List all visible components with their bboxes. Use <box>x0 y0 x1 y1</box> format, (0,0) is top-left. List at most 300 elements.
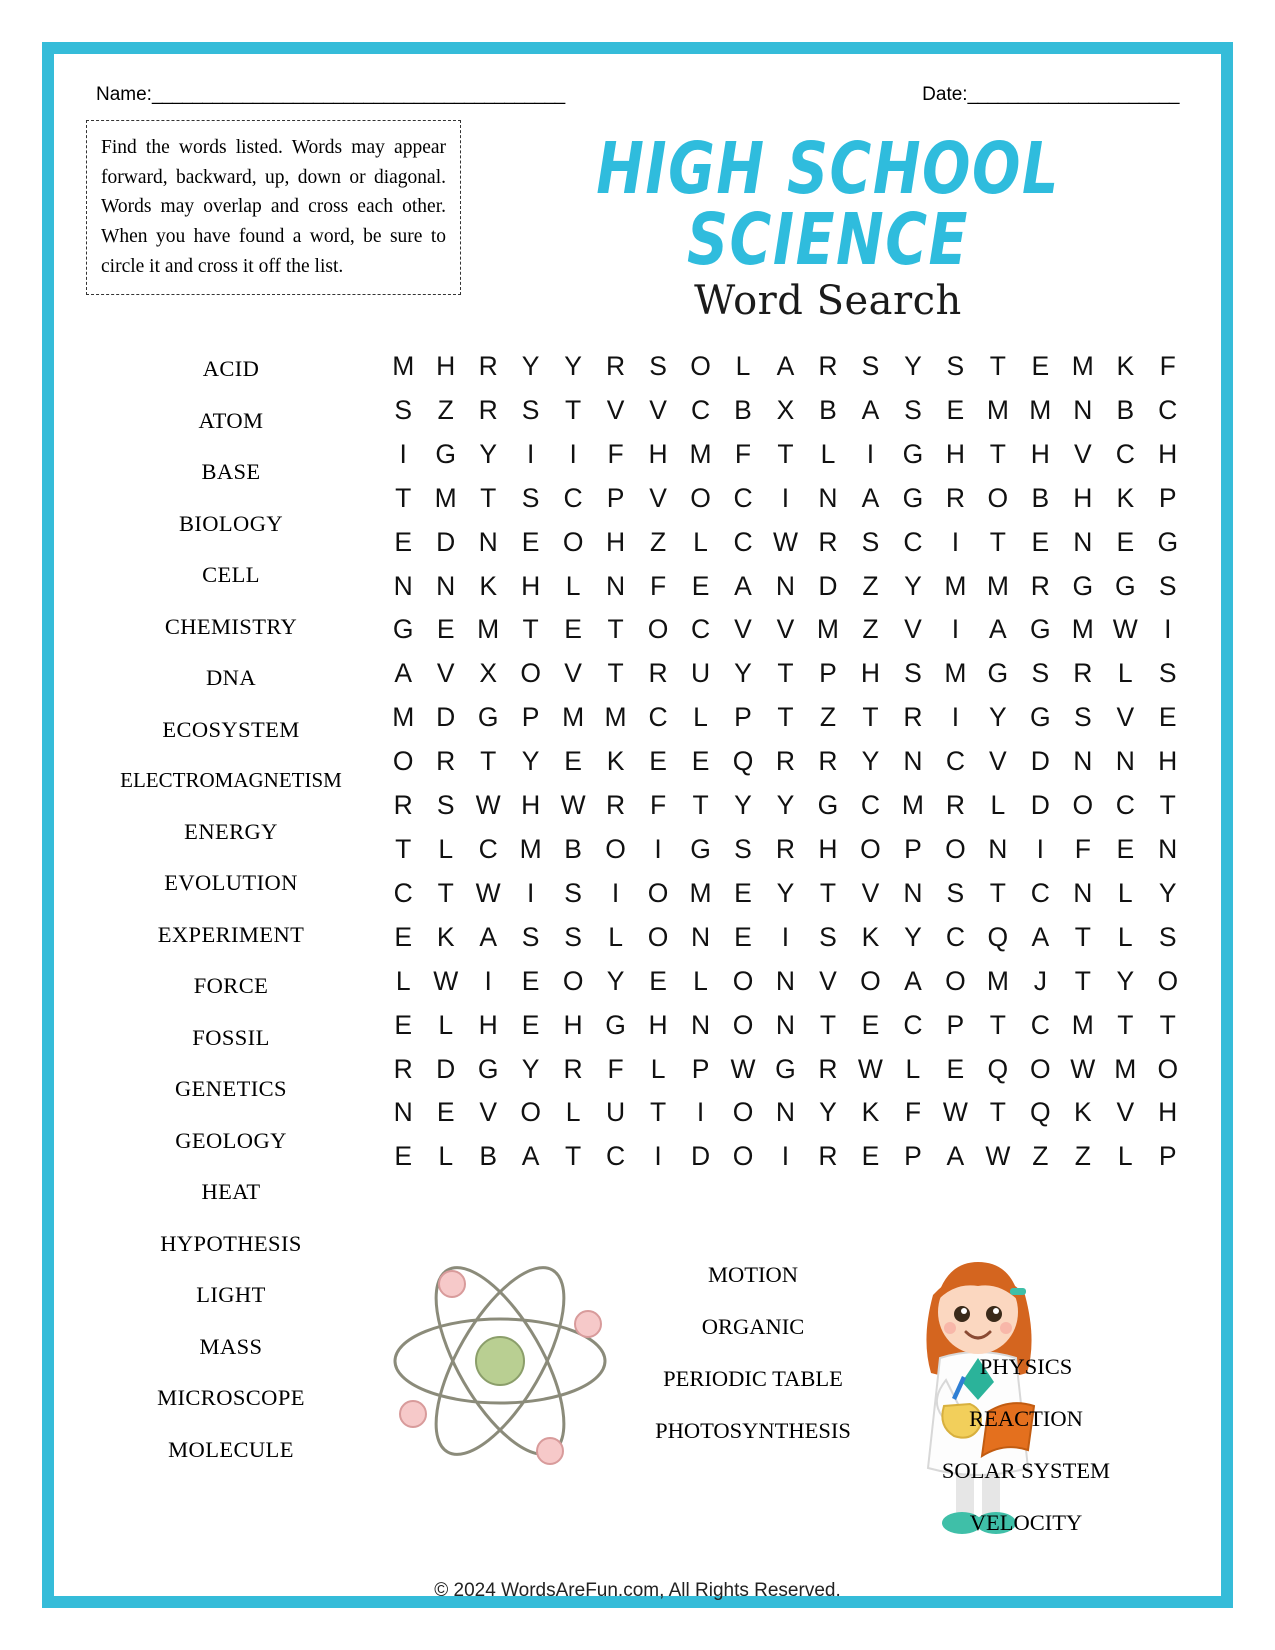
grid-cell[interactable]: O <box>1157 965 1179 996</box>
grid-cell[interactable]: V <box>436 658 455 689</box>
grid-cell[interactable]: I <box>526 438 535 469</box>
grid-cell[interactable]: N <box>903 877 923 908</box>
grid-cell[interactable]: H <box>478 1009 498 1040</box>
grid-cell[interactable]: P <box>606 482 625 513</box>
grid-cell[interactable]: N <box>690 921 711 952</box>
word-item-base[interactable]: BASE <box>201 459 261 484</box>
grid-cell[interactable]: I <box>696 1097 705 1128</box>
grid-cell[interactable]: A <box>904 965 922 996</box>
grid-cell[interactable]: M <box>816 614 839 645</box>
grid-cell[interactable]: M <box>944 658 967 689</box>
grid-cell[interactable]: R <box>945 790 965 821</box>
grid-cell[interactable]: E <box>521 1009 540 1040</box>
grid-cell[interactable]: R <box>945 482 965 513</box>
grid-cell[interactable]: Y <box>521 1053 540 1084</box>
grid-cell[interactable]: E <box>394 1009 413 1040</box>
word-item-velocity[interactable]: VELOCITY <box>969 1510 1083 1535</box>
grid-cell[interactable]: I <box>526 877 535 908</box>
word-item-biology[interactable]: BIOLOGY <box>178 510 284 536</box>
grid-cell[interactable]: E <box>861 1141 880 1172</box>
grid-cell[interactable]: H <box>818 833 838 864</box>
grid-cell[interactable]: F <box>649 790 667 821</box>
grid-cell[interactable]: O <box>987 482 1009 513</box>
grid-cell[interactable]: S <box>521 482 540 513</box>
grid-cell[interactable]: I <box>569 438 577 469</box>
grid-cell[interactable]: P <box>734 702 752 733</box>
grid-cell[interactable]: C <box>1115 438 1135 469</box>
grid-cell[interactable]: O <box>732 965 754 996</box>
grid-cell[interactable]: O <box>647 877 669 908</box>
grid-cell[interactable]: O <box>690 351 711 381</box>
grid-cell[interactable]: N <box>775 1009 796 1040</box>
grid-cell[interactable]: L <box>693 526 708 557</box>
word-item-evolution[interactable]: EVOLUTION <box>164 870 298 895</box>
grid-cell[interactable]: M <box>689 877 712 908</box>
grid-cell[interactable]: S <box>819 921 837 952</box>
grid-cell[interactable]: F <box>734 438 752 469</box>
grid-cell[interactable]: E <box>436 614 455 645</box>
grid-cell[interactable]: N <box>393 570 413 601</box>
grid-cell[interactable]: G <box>987 658 1009 689</box>
grid-cell[interactable]: Y <box>904 921 922 952</box>
grid-cell[interactable]: S <box>1031 658 1050 689</box>
grid-cell[interactable]: M <box>1029 394 1052 425</box>
grid-cell[interactable]: Y <box>734 790 752 821</box>
grid-cell[interactable]: B <box>564 833 582 864</box>
grid-cell[interactable]: P <box>946 1009 965 1040</box>
word-item-electromagnetism[interactable]: ELECTROMAGNETISM <box>120 768 342 792</box>
grid-cell[interactable]: T <box>437 877 454 908</box>
grid-cell[interactable]: G <box>477 702 499 733</box>
grid-cell[interactable]: T <box>1117 1009 1134 1040</box>
grid-cell[interactable]: V <box>819 965 837 996</box>
grid-cell[interactable]: E <box>1158 702 1177 733</box>
grid-cell[interactable]: O <box>732 1009 754 1040</box>
grid-cell[interactable]: E <box>1116 526 1135 557</box>
grid-cell[interactable]: D <box>818 570 838 601</box>
grid-cell[interactable]: H <box>1158 438 1178 469</box>
grid-cell[interactable]: I <box>781 482 790 513</box>
grid-cell[interactable]: H <box>648 1009 668 1040</box>
grid-cell[interactable]: D <box>1030 790 1050 821</box>
grid-cell[interactable]: H <box>648 438 668 469</box>
grid-cell[interactable]: E <box>394 1141 413 1172</box>
word-item-molecule[interactable]: MOLECULE <box>168 1436 294 1462</box>
grid-cell[interactable]: S <box>564 921 582 952</box>
grid-cell[interactable]: D <box>436 526 456 557</box>
grid-cell[interactable]: M <box>944 570 967 601</box>
grid-cell[interactable]: M <box>392 351 415 381</box>
grid-cell[interactable]: K <box>479 570 498 601</box>
grid-cell[interactable]: O <box>945 833 966 864</box>
grid-cell[interactable]: O <box>860 833 881 864</box>
grid-cell[interactable]: C <box>860 790 880 821</box>
grid-cell[interactable]: V <box>564 658 582 689</box>
grid-cell[interactable]: K <box>861 921 880 952</box>
grid-cell[interactable]: L <box>438 1141 454 1172</box>
grid-cell[interactable]: G <box>1072 570 1094 601</box>
grid-cell[interactable]: T <box>989 526 1006 557</box>
grid-cell[interactable]: L <box>990 790 1006 821</box>
grid-cell[interactable]: Q <box>987 921 1009 952</box>
grid-cell[interactable]: E <box>521 965 540 996</box>
grid-cell[interactable]: I <box>1036 833 1045 864</box>
grid-cell[interactable]: M <box>986 394 1009 425</box>
grid-cell[interactable]: T <box>1074 965 1091 996</box>
grid-cell[interactable]: T <box>692 790 709 821</box>
grid-cell[interactable]: I <box>951 526 960 557</box>
grid-cell[interactable]: B <box>819 394 837 425</box>
grid-cell[interactable]: M <box>1071 1009 1094 1040</box>
grid-cell[interactable]: F <box>1074 833 1091 864</box>
grid-cell[interactable]: G <box>477 1053 499 1084</box>
grid-cell[interactable]: Y <box>1158 877 1177 908</box>
grid-cell[interactable]: A <box>394 658 413 689</box>
grid-cell[interactable]: L <box>565 570 581 601</box>
grid-cell[interactable]: M <box>689 438 712 469</box>
grid-cell[interactable]: C <box>945 746 965 777</box>
grid-cell[interactable]: G <box>902 438 924 469</box>
grid-cell[interactable]: V <box>1073 438 1092 469</box>
grid-cell[interactable]: T <box>607 658 624 689</box>
grid-cell[interactable]: I <box>866 438 875 469</box>
grid-cell[interactable]: N <box>1073 526 1093 557</box>
grid-cell[interactable]: D <box>436 702 456 733</box>
grid-cell[interactable]: N <box>690 1009 711 1040</box>
grid-cell[interactable]: S <box>394 394 413 425</box>
grid-cell[interactable]: C <box>1030 1009 1050 1040</box>
grid-cell[interactable]: O <box>562 965 584 996</box>
grid-cell[interactable]: E <box>946 394 965 425</box>
grid-cell[interactable]: C <box>903 526 923 557</box>
grid-cell[interactable]: A <box>989 614 1007 645</box>
grid-cell[interactable]: O <box>860 965 881 996</box>
grid-cell[interactable]: W <box>857 1053 883 1084</box>
word-item-heat[interactable]: HEAT <box>201 1179 261 1204</box>
grid-cell[interactable]: S <box>861 351 880 381</box>
grid-cell[interactable]: M <box>392 702 415 733</box>
grid-cell[interactable]: N <box>903 746 923 777</box>
grid-cell[interactable]: T <box>777 658 794 689</box>
grid-cell[interactable]: E <box>691 746 710 777</box>
word-item-physics[interactable]: PHYSICS <box>979 1354 1073 1379</box>
grid-cell[interactable]: K <box>861 1097 880 1128</box>
grid-cell[interactable]: M <box>901 790 924 821</box>
grid-cell[interactable]: E <box>1116 833 1135 864</box>
grid-cell[interactable]: I <box>1164 614 1172 645</box>
grid-cell[interactable]: N <box>1073 746 1093 777</box>
grid-cell[interactable]: P <box>1158 482 1177 513</box>
grid-cell[interactable]: B <box>1116 394 1135 425</box>
grid-cell[interactable]: G <box>1114 570 1136 601</box>
grid-cell[interactable]: Q <box>732 746 754 777</box>
grid-cell[interactable]: V <box>649 394 667 425</box>
grid-cell[interactable]: O <box>1072 790 1094 821</box>
word-item-cell[interactable]: CELL <box>202 562 260 587</box>
grid-cell[interactable]: H <box>521 790 541 821</box>
grid-cell[interactable]: V <box>1116 1097 1135 1128</box>
grid-cell[interactable]: N <box>436 570 456 601</box>
grid-cell[interactable]: I <box>654 1141 662 1172</box>
grid-cell[interactable]: T <box>607 614 624 645</box>
grid-cell[interactable]: A <box>861 482 880 513</box>
grid-cell[interactable]: G <box>690 833 711 864</box>
grid-cell[interactable]: P <box>521 702 540 733</box>
grid-cell[interactable]: E <box>436 1097 455 1128</box>
grid-cell[interactable]: C <box>733 526 753 557</box>
word-search-grid[interactable] <box>382 350 1189 1174</box>
grid-cell[interactable]: S <box>946 351 965 381</box>
grid-cell[interactable]: O <box>647 614 669 645</box>
grid-cell[interactable]: W <box>1070 1053 1096 1084</box>
grid-cell[interactable]: T <box>777 702 794 733</box>
grid-cell[interactable]: N <box>775 570 796 601</box>
grid-cell[interactable]: S <box>861 526 880 557</box>
grid-cell[interactable]: K <box>1116 351 1135 381</box>
grid-cell[interactable]: G <box>1030 702 1051 733</box>
grid-cell[interactable]: I <box>484 965 492 996</box>
word-item-geology[interactable]: GEOLOGY <box>175 1127 287 1153</box>
grid-cell[interactable]: E <box>861 1009 880 1040</box>
grid-cell[interactable]: N <box>606 570 626 601</box>
grid-cell[interactable]: A <box>946 1141 965 1172</box>
grid-cell[interactable]: G <box>605 1009 626 1040</box>
grid-cell[interactable]: M <box>1114 1053 1137 1084</box>
grid-cell[interactable]: W <box>1112 614 1138 645</box>
grid-cell[interactable]: Y <box>989 702 1007 733</box>
grid-cell[interactable]: N <box>1158 833 1178 864</box>
grid-cell[interactable]: G <box>435 438 457 469</box>
grid-cell[interactable]: P <box>1158 1141 1177 1172</box>
grid-cell[interactable]: P <box>819 658 837 689</box>
grid-cell[interactable]: C <box>648 702 668 733</box>
grid-cell[interactable]: V <box>479 1097 498 1128</box>
grid-cell[interactable]: M <box>986 965 1009 996</box>
grid-cell[interactable]: S <box>649 351 667 381</box>
grid-cell[interactable]: C <box>690 614 711 645</box>
grid-cell[interactable]: T <box>989 1009 1006 1040</box>
grid-cell[interactable]: L <box>693 965 708 996</box>
grid-cell[interactable]: E <box>734 921 752 952</box>
grid-cell[interactable]: C <box>945 921 965 952</box>
grid-cell[interactable]: S <box>946 877 965 908</box>
grid-cell[interactable]: S <box>564 877 582 908</box>
grid-cell[interactable]: J <box>1033 965 1047 996</box>
grid-cell[interactable]: G <box>1157 526 1179 557</box>
grid-cell[interactable]: S <box>521 921 540 952</box>
grid-cell[interactable]: W <box>475 877 501 908</box>
word-item-atom[interactable]: ATOM <box>198 407 264 433</box>
grid-cell[interactable]: R <box>1073 658 1093 689</box>
grid-cell[interactable]: S <box>521 394 540 425</box>
grid-cell[interactable]: Y <box>734 658 752 689</box>
word-item-reaction[interactable]: REACTION <box>969 1406 1083 1431</box>
grid-cell[interactable]: E <box>946 1053 965 1084</box>
grid-cell[interactable]: L <box>820 438 836 469</box>
grid-cell[interactable]: M <box>986 570 1009 601</box>
grid-cell[interactable]: Z <box>862 614 879 645</box>
grid-cell[interactable]: E <box>1031 526 1050 557</box>
grid-cell[interactable]: L <box>1117 1141 1133 1172</box>
grid-cell[interactable]: N <box>775 1097 796 1128</box>
grid-cell[interactable]: V <box>649 482 667 513</box>
grid-cell[interactable]: I <box>654 833 662 864</box>
grid-cell[interactable]: L <box>905 1053 921 1084</box>
grid-cell[interactable]: D <box>690 1141 711 1172</box>
grid-cell[interactable]: T <box>1074 921 1091 952</box>
grid-cell[interactable]: U <box>690 658 711 689</box>
grid-cell[interactable]: R <box>818 746 838 777</box>
grid-cell[interactable]: M <box>1071 614 1094 645</box>
grid-cell[interactable]: E <box>649 965 667 996</box>
grid-cell[interactable]: F <box>1159 351 1176 381</box>
grid-cell[interactable]: F <box>649 570 667 601</box>
word-item-genetics[interactable]: GENETICS <box>175 1076 287 1101</box>
grid-cell[interactable]: N <box>988 833 1008 864</box>
grid-cell[interactable]: V <box>776 614 795 645</box>
grid-cell[interactable]: R <box>1030 570 1050 601</box>
word-item-motion[interactable]: MOTION <box>708 1262 798 1287</box>
grid-cell[interactable]: V <box>989 746 1007 777</box>
grid-cell[interactable]: T <box>989 351 1006 381</box>
grid-cell[interactable]: Z <box>1032 1141 1049 1172</box>
date-field[interactable] <box>922 84 1179 106</box>
grid-cell[interactable]: L <box>565 1097 581 1128</box>
grid-cell[interactable]: C <box>606 1141 626 1172</box>
grid-cell[interactable]: W <box>730 1053 756 1084</box>
grid-cell[interactable]: I <box>781 1141 790 1172</box>
grid-cell[interactable]: Z <box>437 394 454 425</box>
grid-cell[interactable]: T <box>989 1097 1006 1128</box>
grid-cell[interactable]: Z <box>862 570 879 601</box>
grid-cell[interactable]: S <box>734 833 752 864</box>
grid-cell[interactable]: C <box>1030 877 1050 908</box>
grid-cell[interactable]: L <box>650 1053 666 1084</box>
grid-cell[interactable]: G <box>1030 614 1051 645</box>
word-item-light[interactable]: LIGHT <box>196 1282 266 1307</box>
grid-cell[interactable]: T <box>819 877 837 908</box>
grid-cell[interactable]: F <box>904 1097 921 1128</box>
grid-cell[interactable]: Z <box>1074 1141 1091 1172</box>
grid-cell[interactable]: T <box>649 1097 667 1128</box>
grid-cell[interactable]: S <box>904 658 922 689</box>
grid-cell[interactable]: E <box>564 614 582 645</box>
grid-cell[interactable]: H <box>1158 746 1178 777</box>
grid-cell[interactable]: T <box>480 482 497 513</box>
grid-cell[interactable]: Y <box>479 438 498 469</box>
grid-cell[interactable]: R <box>436 746 456 777</box>
grid-cell[interactable]: S <box>1073 702 1092 733</box>
grid-cell[interactable]: R <box>478 351 498 381</box>
grid-cell[interactable]: R <box>818 351 838 381</box>
grid-cell[interactable]: I <box>399 438 407 469</box>
grid-cell[interactable]: S <box>1158 921 1177 952</box>
grid-cell[interactable]: Y <box>819 1097 837 1128</box>
grid-cell[interactable]: N <box>775 965 796 996</box>
word-item-mass[interactable]: MASS <box>199 1333 263 1359</box>
grid-cell[interactable]: V <box>606 394 625 425</box>
grid-cell[interactable]: A <box>776 351 795 381</box>
grid-cell[interactable]: T <box>522 614 539 645</box>
grid-cell[interactable]: S <box>436 790 455 821</box>
grid-cell[interactable]: E <box>394 921 413 952</box>
word-item-energy[interactable]: ENERGY <box>184 818 278 844</box>
grid-cell[interactable]: C <box>733 482 753 513</box>
grid-cell[interactable]: R <box>648 658 668 689</box>
grid-cell[interactable]: M <box>519 833 542 864</box>
grid-cell[interactable]: C <box>393 877 413 908</box>
word-item-microscope[interactable]: MICROSCOPE <box>157 1385 305 1410</box>
grid-cell[interactable]: W <box>560 790 586 821</box>
grid-cell[interactable]: H <box>606 526 626 557</box>
grid-cell[interactable]: R <box>818 1053 838 1084</box>
grid-cell[interactable]: Q <box>1030 1097 1051 1128</box>
word-item-ecosystem[interactable]: ECOSYSTEM <box>162 716 300 742</box>
word-item-photosynthesis[interactable]: PHOTOSYNTHESIS <box>655 1418 851 1443</box>
word-item-experiment[interactable]: EXPERIMENT <box>157 921 305 947</box>
grid-cell[interactable]: Y <box>861 746 880 777</box>
grid-cell[interactable]: Y <box>521 351 540 381</box>
grid-cell[interactable]: T <box>989 438 1006 469</box>
grid-cell[interactable]: N <box>393 1097 413 1128</box>
grid-cell[interactable]: Y <box>1116 965 1135 996</box>
grid-cell[interactable]: R <box>775 746 796 777</box>
grid-cell[interactable]: T <box>862 702 879 733</box>
grid-cell[interactable]: L <box>395 965 411 996</box>
grid-cell[interactable]: T <box>777 438 794 469</box>
grid-cell[interactable]: R <box>606 790 626 821</box>
grid-cell[interactable]: G <box>817 790 839 821</box>
grid-cell[interactable]: T <box>395 833 412 864</box>
word-item-acid[interactable]: ACID <box>202 356 260 381</box>
grid-cell[interactable]: E <box>564 746 582 777</box>
grid-cell[interactable]: B <box>479 1141 498 1172</box>
grid-cell[interactable]: H <box>945 438 965 469</box>
grid-cell[interactable]: E <box>521 526 540 557</box>
grid-cell[interactable]: Z <box>819 702 837 733</box>
grid-cell[interactable]: E <box>1031 351 1050 381</box>
grid-cell[interactable]: K <box>1116 482 1135 513</box>
grid-cell[interactable]: L <box>1117 877 1133 908</box>
grid-cell[interactable]: C <box>903 1009 923 1040</box>
grid-cell[interactable]: T <box>565 394 582 425</box>
word-item-chemistry[interactable]: CHEMISTRY <box>164 613 298 639</box>
grid-cell[interactable]: O <box>945 965 966 996</box>
word-item-periodic-table[interactable]: PERIODIC TABLE <box>663 1366 843 1391</box>
grid-cell[interactable]: H <box>860 658 880 689</box>
grid-cell[interactable]: L <box>438 1009 454 1040</box>
grid-cell[interactable]: N <box>818 482 838 513</box>
grid-cell[interactable]: H <box>1030 438 1050 469</box>
word-item-fossil[interactable]: FOSSIL <box>192 1024 270 1050</box>
grid-cell[interactable]: N <box>478 526 498 557</box>
grid-cell[interactable]: A <box>861 394 880 425</box>
grid-cell[interactable]: H <box>1073 482 1093 513</box>
grid-cell[interactable]: W <box>475 790 501 821</box>
grid-cell[interactable]: O <box>392 746 414 777</box>
grid-cell[interactable]: Y <box>776 877 795 908</box>
grid-cell[interactable]: T <box>1159 790 1176 821</box>
grid-cell[interactable]: L <box>1117 658 1133 689</box>
grid-cell[interactable]: K <box>1073 1097 1092 1128</box>
grid-cell[interactable]: Y <box>776 790 795 821</box>
grid-cell[interactable]: Y <box>521 746 540 777</box>
grid-cell[interactable]: E <box>394 526 413 557</box>
grid-cell[interactable]: R <box>393 790 413 821</box>
grid-cell[interactable]: H <box>521 570 541 601</box>
grid-cell[interactable]: O <box>562 526 584 557</box>
grid-cell[interactable]: M <box>434 482 457 513</box>
